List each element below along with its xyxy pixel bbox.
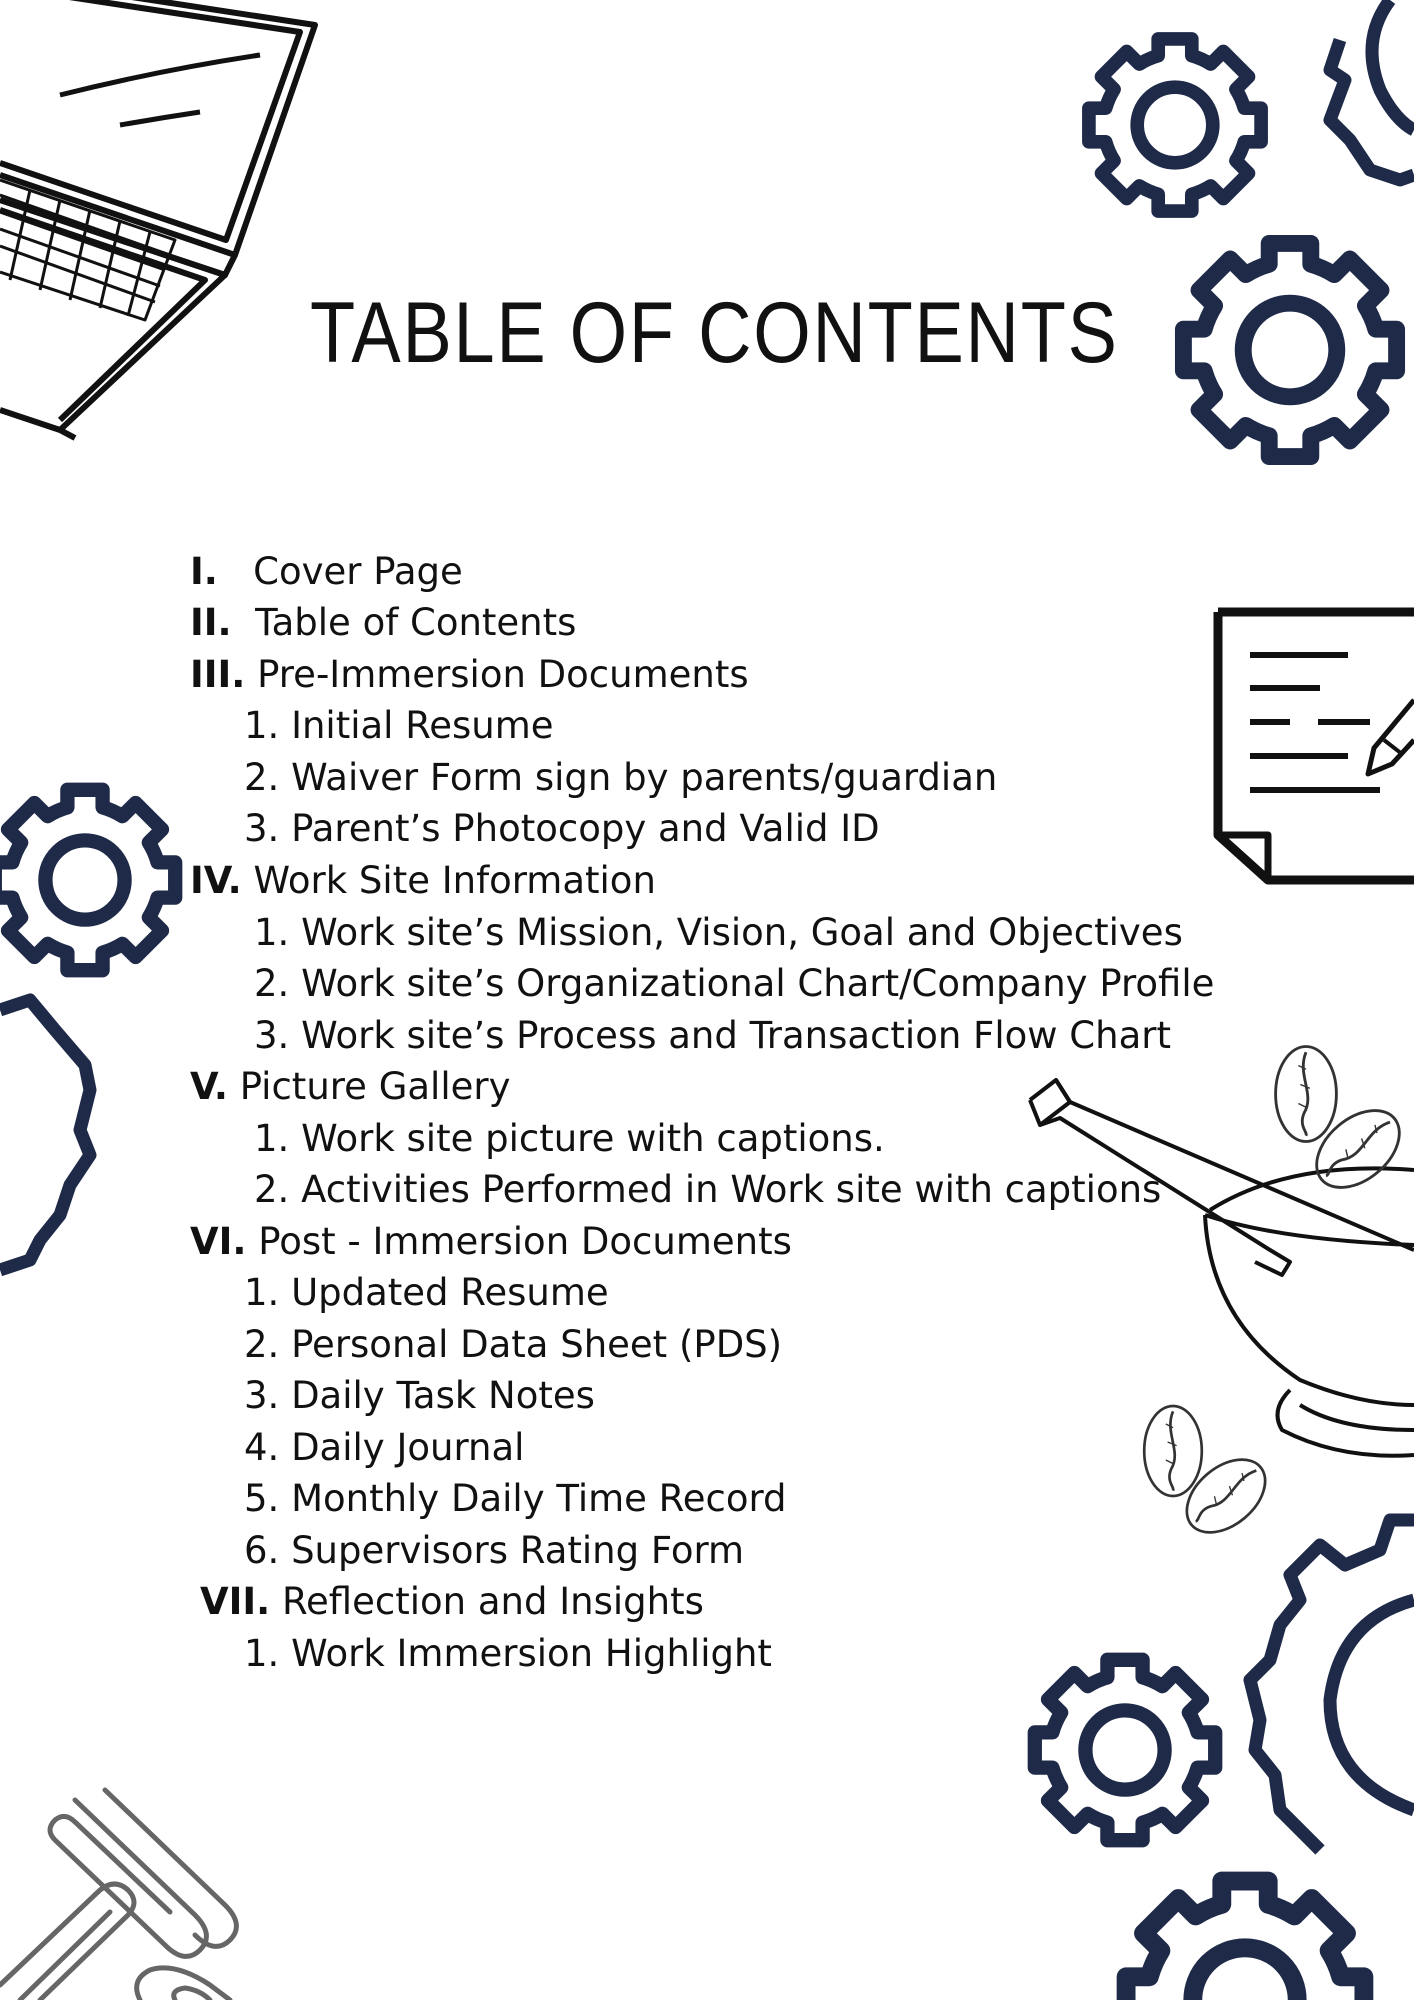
toc-subitem: 4. Daily Journal xyxy=(244,1426,525,1469)
toc-subitem: 1. Work Immersion Highlight xyxy=(244,1632,772,1675)
toc-section-7 xyxy=(200,1580,704,1624)
gear-icon xyxy=(1183,243,1396,456)
gear-icon xyxy=(1035,1660,1215,1840)
toc-subitem: 3. Daily Task Notes xyxy=(244,1374,595,1417)
mortar-pestle-illustration xyxy=(1030,1080,1414,1456)
laptop-illustration xyxy=(0,0,315,438)
toc-subitem: 1. Initial Resume xyxy=(244,704,554,747)
toc-section-2 xyxy=(190,601,576,645)
toc-subitem: 3. Work site’s Process and Transaction Flow Chart xyxy=(254,1014,1171,1057)
toc-subitem: 5. Monthly Daily Time Record xyxy=(244,1477,787,1520)
toc-subitem: 2. Waiver Form sign by parents/guardian xyxy=(244,756,998,799)
section-number: IV. xyxy=(190,859,242,902)
toc-section-5 xyxy=(190,1065,510,1109)
toc-subitem: 2. Activities Performed in Work site with captions xyxy=(254,1168,1162,1211)
page-title: TABLE OF CONTENTS xyxy=(310,285,1119,381)
toc-section-1 xyxy=(190,550,463,594)
gear-icon xyxy=(1126,1881,1364,2000)
toc-subitem: 3. Parent’s Photocopy and Valid ID xyxy=(244,807,880,850)
section-label: Reflection and Insights xyxy=(282,1580,704,1623)
toc-subitem: 2. Personal Data Sheet (PDS) xyxy=(244,1323,783,1366)
toc-subitem: 1. Updated Resume xyxy=(244,1271,609,1314)
gear-icon xyxy=(1089,39,1261,211)
toc-subitem: 2. Work site’s Organizational Chart/Company Profile xyxy=(254,962,1215,1005)
coffee-bean-icon xyxy=(1173,1445,1279,1547)
coffee-bean-icon xyxy=(1302,1095,1414,1203)
toc-section-6 xyxy=(190,1220,792,1264)
section-number: VI. xyxy=(190,1220,247,1263)
section-number: V. xyxy=(190,1065,228,1108)
section-label: Table of Contents xyxy=(255,601,577,644)
toc-subitem: 1. Work site picture with captions. xyxy=(254,1117,885,1160)
coffee-bean-icon xyxy=(1144,1406,1202,1496)
toc-section-3 xyxy=(190,653,749,697)
section-number: I. xyxy=(190,550,218,593)
section-number: III. xyxy=(190,653,246,696)
gear-icon xyxy=(1372,0,1414,130)
section-number: II. xyxy=(190,601,232,644)
section-number: VII. xyxy=(200,1580,271,1623)
paperclip-icon xyxy=(0,1790,236,2000)
section-label: Pre-Immersion Documents xyxy=(257,653,749,696)
gear-icon xyxy=(1330,1600,1414,1810)
section-label: Work Site Information xyxy=(253,859,656,902)
gear-icon xyxy=(0,790,175,970)
document-pencil-icon xyxy=(1218,612,1414,880)
section-label: Picture Gallery xyxy=(239,1065,511,1108)
gear-icon xyxy=(0,1000,90,1270)
toc-subitem: 6. Supervisors Rating Form xyxy=(244,1529,745,1572)
coffee-bean-icon xyxy=(1276,1047,1337,1142)
toc-section-4 xyxy=(190,859,656,903)
section-label: Post - Immersion Documents xyxy=(258,1220,792,1263)
section-label: Cover Page xyxy=(253,550,463,593)
toc-subitem: 1. Work site’s Mission, Vision, Goal and Objectives xyxy=(254,911,1183,954)
